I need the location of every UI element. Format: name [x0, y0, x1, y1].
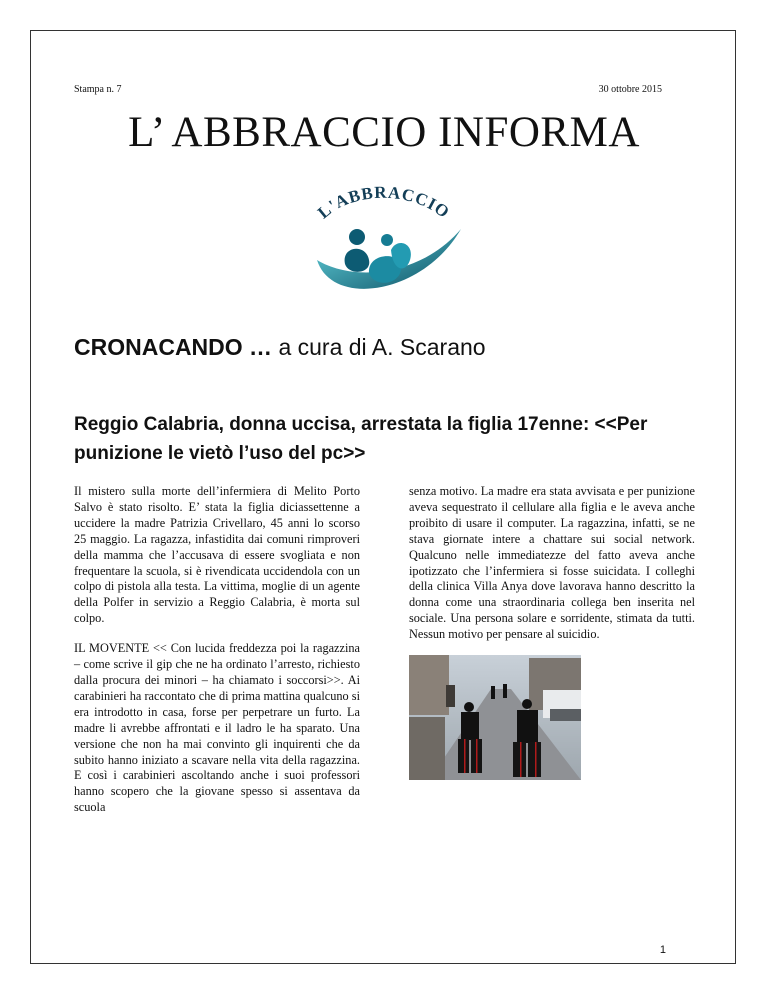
svg-text:L'ABBRACCIO	[314, 183, 453, 223]
carabinieri-street-photo	[409, 655, 581, 780]
article-paragraph: Il mistero sulla morte dell’infermiera di Melito Porto Salvo è stato risolto. E’ stata la figlia diciassettenne a uccidere la madre Patrizia Crivellaro, 45 anni lo scorso 25 maggio. La ragazza, infastidita dai comuni rimproveri della mamma che l’accusava di essere svogliata e non frequentare la scuola, si è rivendicata uccidendola con un colpo di pistola alla testa. La vittima, moglie di un agente della Polfer in servizio a Reggio Calabria, è morta sul colpo.	[74, 484, 360, 626]
issue-date: 30 ottobre 2015	[598, 84, 662, 95]
page-number: 1	[659, 944, 666, 956]
issue-number: Stampa n. 7	[74, 84, 122, 95]
section-byline: a cura di A. Scarano	[272, 334, 486, 360]
section-name: CRONACANDO …	[74, 334, 273, 360]
section-title	[74, 334, 486, 361]
logo-text: L'ABBRACCIO	[313, 182, 454, 223]
masthead-title: L’ ABBRACCIO INFORMA	[128, 109, 640, 156]
article-paragraph: IL MOVENTE << Con lucida freddezza poi la ragazzina – come scrive il gip che ne ha ordinato l’arresto, richiesto dalla procura dei minori – ha chiamato i soccorsi>>. Ai carabinieri ha raccontato che di prima mattina qualcuno si era introdotto in casa, forse per perpetrare un furto. La madre li avrebbe affrontati e il ladro le ha sparato. Una versione che non ha mai convinto gli inquirenti che da subito hanno iniziato a scavare nella vita della ragazzina. E così i carabinieri ascoltando anche i suoi professori hanno scopero che la giovane spesso si assentava da scuola	[74, 641, 360, 815]
article-column-left	[74, 484, 360, 830]
article-headline: Reggio Calabria, donna uccisa, arrestata la figlia 17enne: <<Per punizione le vietò l’uso del pc>>	[74, 414, 648, 464]
article-paragraph: senza motivo. La madre era stata avvisata e per punizione aveva sequestrato il cellulare alla figlia e le aveva anche proibito di usare il computer. La ragazzina, infatti, se ne stava giornate intere a chattare sui social network. Qualcuno nelle immediatezze del fatto aveva anche ipotizzato che l’infermiera si fosse suicidata. I colleghi della clinica Villa Anya dove lavorava hanno descritto la donna come una straordinaria collega ben inserita nel sociale. Una persona solare e sorridente, stimata da tutti. Nessun motivo per pensare al suicidio.	[409, 484, 695, 642]
abbraccio-logo	[297, 182, 465, 302]
article-column-right	[409, 484, 695, 657]
